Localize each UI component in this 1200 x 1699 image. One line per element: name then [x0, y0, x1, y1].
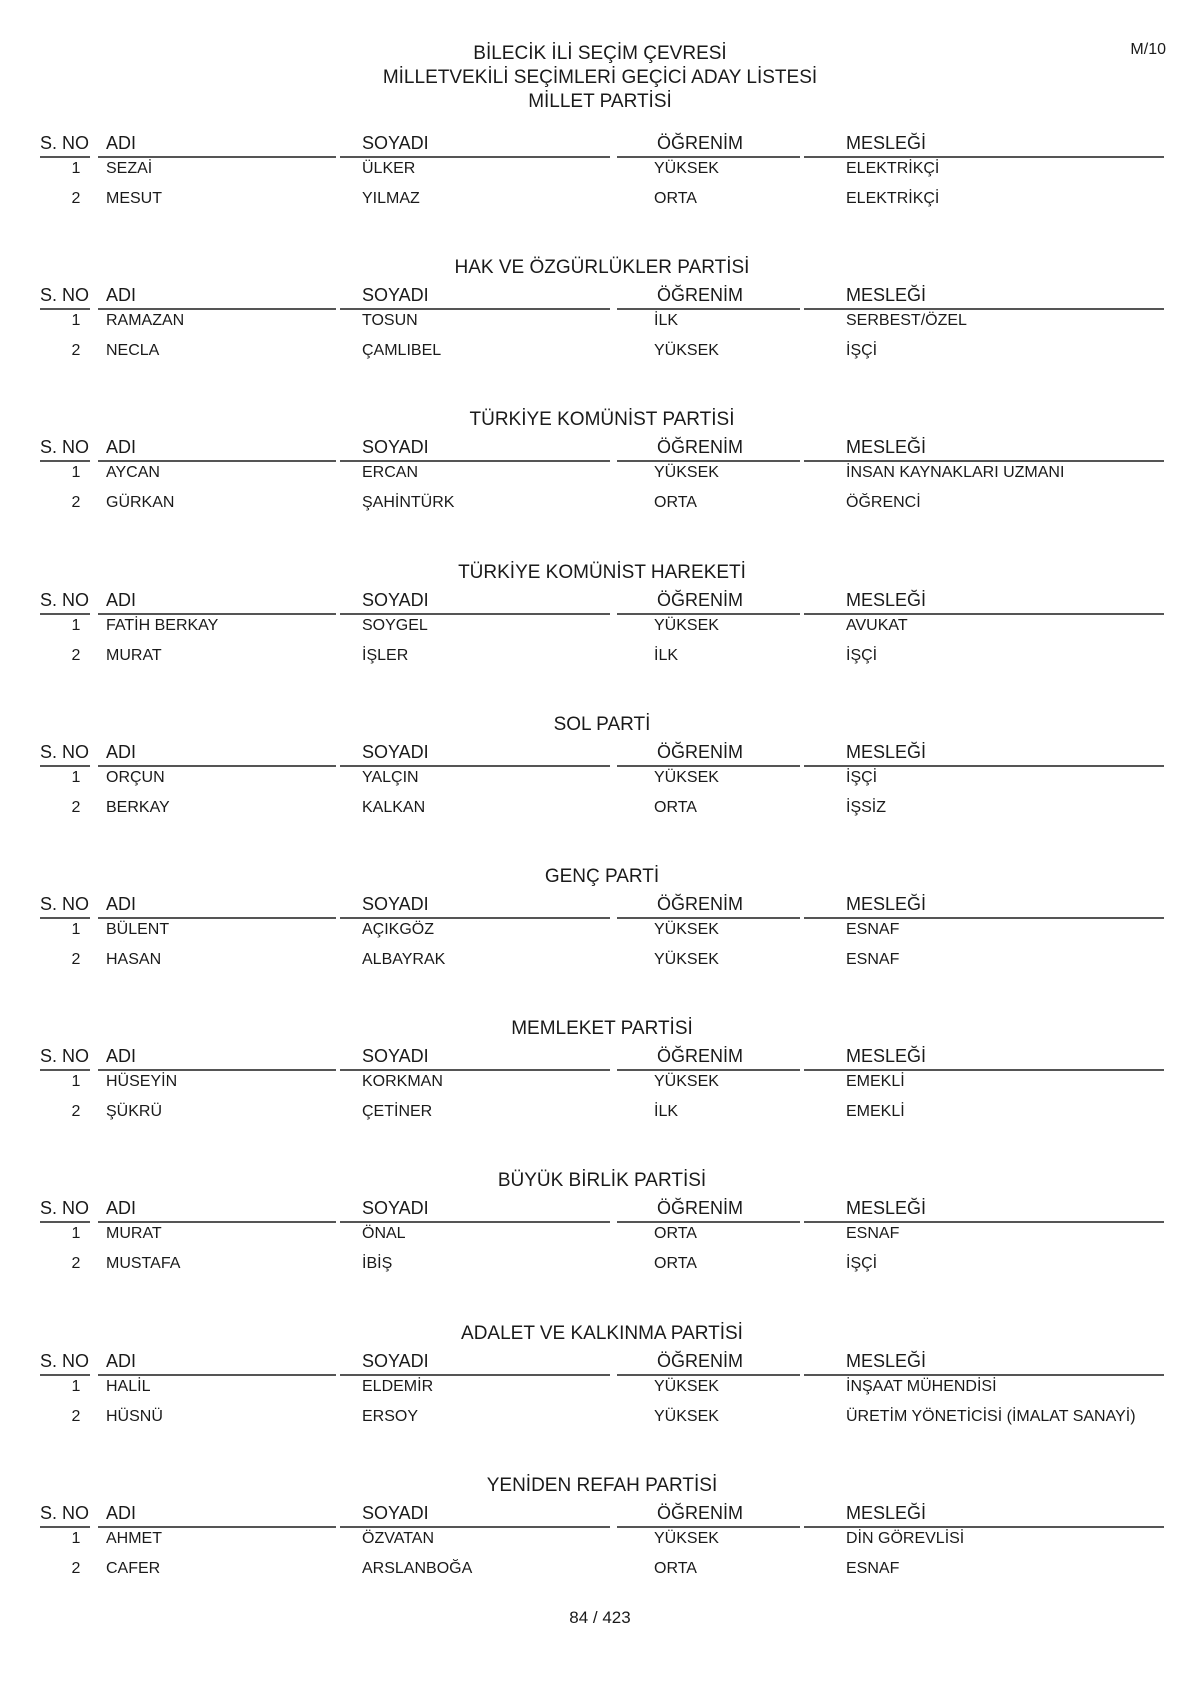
- cell-no: 2: [71, 798, 81, 816]
- party-section: [40, 1018, 1164, 1183]
- header-soyadi: SOYADI: [362, 133, 429, 153]
- table-header: [40, 1350, 1164, 1372]
- table-row: [40, 1558, 1164, 1580]
- party-title: SOL PARTİ: [553, 713, 651, 735]
- cell-adi: CAFER: [106, 1559, 161, 1577]
- table-row: [40, 1376, 1164, 1398]
- cell-soyadi: İŞLER: [362, 646, 409, 664]
- cell-ogrenim: ORTA: [654, 1255, 697, 1273]
- cell-soyadi: İBİŞ: [362, 1255, 393, 1273]
- cell-soyadi: ALBAYRAK: [362, 950, 446, 968]
- header-meslegi: MESLEĞİ: [846, 1198, 927, 1219]
- cell-ogrenim: İLK: [654, 312, 679, 330]
- cell-ogrenim: YÜKSEK: [654, 950, 719, 968]
- party-title: TÜRKİYE KOMÜNİST PARTİSİ: [469, 409, 735, 431]
- cell-no: 1: [71, 920, 81, 938]
- cell-soyadi: ÜLKER: [362, 160, 416, 177]
- cell-adi: MESUT: [106, 190, 162, 207]
- cell-no: 2: [71, 1559, 81, 1577]
- cell-meslegi: DİN GÖREVLİSİ: [846, 1529, 965, 1547]
- header-meslegi: MESLEĞİ: [846, 893, 927, 914]
- cell-soyadi: ERSOY: [362, 1407, 419, 1425]
- cell-ogrenim: ORTA: [654, 1225, 697, 1243]
- cell-no: 2: [71, 1103, 81, 1121]
- table-row: [40, 492, 1164, 514]
- header-soyadi: SOYADI: [362, 1046, 429, 1067]
- cell-no: 1: [71, 312, 81, 330]
- table-row: [40, 462, 1164, 484]
- header-sno: S. NO: [40, 285, 90, 306]
- header-ogrenim: ÖĞRENİM: [657, 1198, 744, 1219]
- cell-adi: HÜSEYİN: [106, 1073, 178, 1091]
- cell-soyadi: ÖNAL: [362, 1225, 406, 1243]
- cell-adi: MURAT: [106, 1225, 162, 1243]
- header-sno: S. NO: [40, 1198, 90, 1219]
- cell-meslegi: EMEKLİ: [846, 1103, 905, 1121]
- cell-ogrenim: YÜKSEK: [654, 1407, 719, 1425]
- document-title: [0, 42, 1200, 114]
- cell-soyadi: YALÇIN: [362, 768, 419, 786]
- page-code: M/10: [1130, 41, 1166, 58]
- table-header: [40, 1197, 1164, 1219]
- header-meslegi: MESLEĞİ: [846, 741, 927, 762]
- cell-adi: HASAN: [106, 950, 162, 968]
- party-title: MİLLET PARTİSİ: [528, 91, 672, 112]
- title-line-list: MİLLETVEKİLİ SEÇİMLERİ GEÇİCİ ADAY LİSTESİ: [382, 67, 818, 88]
- cell-adi: MURAT: [106, 646, 162, 664]
- party-title: MEMLEKET PARTİSİ: [511, 1018, 693, 1040]
- header-soyadi: SOYADI: [362, 437, 429, 458]
- cell-soyadi: ARSLANBOĞA: [362, 1559, 473, 1577]
- table-row: [40, 310, 1164, 332]
- cell-ogrenim: YÜKSEK: [654, 1073, 719, 1091]
- cell-adi: GÜRKAN: [106, 494, 175, 512]
- cell-no: 1: [71, 1073, 81, 1091]
- cell-meslegi: ELEKTRİKÇİ: [846, 190, 940, 207]
- cell-no: 2: [71, 950, 81, 968]
- party-title: HAK VE ÖZGÜRLÜKLER PARTİSİ: [454, 257, 750, 279]
- table-row: [40, 1071, 1164, 1093]
- cell-adi: AHMET: [106, 1529, 162, 1547]
- header-adi: ADI: [106, 1046, 137, 1067]
- cell-no: 2: [71, 342, 81, 360]
- cell-ogrenim: YÜKSEK: [654, 464, 719, 482]
- cell-adi: HALİL: [106, 1377, 151, 1395]
- cell-ogrenim: ORTA: [654, 494, 697, 512]
- cell-no: 2: [71, 1255, 81, 1273]
- cell-soyadi: AÇIKGÖZ: [362, 920, 435, 938]
- header-soyadi: SOYADI: [362, 1350, 429, 1371]
- cell-meslegi: EMEKLİ: [846, 1073, 905, 1091]
- cell-no: 2: [71, 1407, 81, 1425]
- cell-adi: MUSTAFA: [106, 1255, 181, 1273]
- table-row: [40, 1253, 1164, 1275]
- cell-no: 1: [71, 1377, 81, 1395]
- cell-no: 1: [71, 1225, 81, 1243]
- cell-adi: RAMAZAN: [106, 312, 185, 330]
- party-title: GENÇ PARTİ: [544, 865, 660, 887]
- party-section: [40, 865, 1164, 1031]
- party-section: [40, 409, 1164, 574]
- header-adi: ADI: [106, 1350, 137, 1371]
- cell-meslegi: SERBEST/ÖZEL: [846, 312, 967, 330]
- cell-meslegi: İŞÇİ: [846, 646, 878, 664]
- header-sno: S. NO: [40, 589, 90, 610]
- cell-adi: NECLA: [106, 342, 160, 360]
- cell-ogrenim: YÜKSEK: [654, 616, 719, 634]
- party-title: ADALET VE KALKINMA PARTİSİ: [461, 1322, 743, 1344]
- cell-ogrenim: ORTA: [654, 190, 697, 207]
- cell-adi: HÜSNÜ: [106, 1407, 163, 1425]
- header-soyadi: SOYADI: [362, 1502, 429, 1523]
- cell-meslegi: ESNAF: [846, 950, 900, 968]
- header-adi: ADI: [106, 741, 137, 762]
- party-section: [40, 713, 1164, 879]
- header-meslegi: MESLEĞİ: [846, 285, 927, 306]
- table-row: [40, 158, 1164, 180]
- header-adi: ADI: [106, 437, 137, 458]
- header-ogrenim: ÖĞRENİM: [657, 133, 744, 153]
- table-row: [40, 949, 1164, 971]
- cell-meslegi: İŞÇİ: [846, 342, 878, 360]
- cell-soyadi: KORKMAN: [362, 1073, 443, 1091]
- party-title: BÜYÜK BİRLİK PARTİSİ: [497, 1170, 707, 1192]
- cell-adi: ORÇUN: [106, 768, 165, 786]
- party-sections: [40, 118, 1164, 1640]
- cell-ogrenim: İLK: [654, 646, 679, 664]
- header-ogrenim: ÖĞRENİM: [657, 589, 744, 610]
- header-meslegi: MESLEĞİ: [846, 133, 927, 153]
- header-adi: ADI: [106, 589, 137, 610]
- table-header: [40, 436, 1164, 458]
- table-header: [40, 589, 1164, 611]
- cell-no: 1: [71, 1529, 81, 1547]
- table-row: [40, 340, 1164, 362]
- header-meslegi: MESLEĞİ: [846, 1502, 927, 1523]
- header-sno: S. NO: [40, 893, 90, 914]
- party-section: [40, 1322, 1164, 1488]
- header-adi: ADI: [106, 133, 137, 153]
- page-number: 84 / 423: [569, 1608, 631, 1627]
- cell-no: 1: [71, 768, 81, 786]
- header-sno: S. NO: [40, 133, 90, 153]
- header-meslegi: MESLEĞİ: [846, 1046, 927, 1067]
- cell-meslegi: İŞSİZ: [846, 798, 887, 816]
- header-ogrenim: ÖĞRENİM: [657, 1502, 744, 1523]
- party-title: YENİDEN REFAH PARTİSİ: [486, 1474, 718, 1496]
- cell-adi: FATİH BERKAY: [106, 616, 219, 634]
- cell-ogrenim: YÜKSEK: [654, 1377, 719, 1395]
- header-sno: S. NO: [40, 741, 90, 762]
- cell-meslegi: İŞÇİ: [846, 768, 878, 786]
- cell-soyadi: ŞAHİNTÜRK: [362, 494, 455, 512]
- cell-ogrenim: YÜKSEK: [654, 342, 719, 360]
- cell-meslegi: ESNAF: [846, 1559, 900, 1577]
- header-ogrenim: ÖĞRENİM: [657, 437, 744, 458]
- cell-adi: BERKAY: [106, 798, 170, 816]
- cell-adi: SEZAİ: [106, 160, 153, 177]
- cell-soyadi: YILMAZ: [362, 190, 420, 207]
- party-section: [40, 1170, 1164, 1335]
- header-soyadi: SOYADI: [362, 589, 429, 610]
- table-row: [40, 919, 1164, 941]
- cell-soyadi: ÇETİNER: [362, 1103, 433, 1121]
- table-row: [40, 1528, 1164, 1550]
- cell-no: 1: [71, 160, 81, 177]
- cell-meslegi: İNŞAAT MÜHENDİSİ: [846, 1377, 997, 1395]
- cell-meslegi: ÜRETİM YÖNETİCİSİ (İMALAT SANAYİ): [846, 1407, 1136, 1425]
- header-ogrenim: ÖĞRENİM: [657, 285, 744, 306]
- cell-soyadi: ERCAN: [362, 464, 419, 482]
- party-title: TÜRKİYE KOMÜNİST HAREKETİ: [458, 561, 746, 583]
- header-ogrenim: ÖĞRENİM: [657, 1350, 744, 1371]
- cell-no: 1: [71, 464, 81, 482]
- cell-meslegi: ÖĞRENCİ: [846, 494, 921, 512]
- cell-adi: ŞÜKRÜ: [106, 1103, 163, 1121]
- table-row: [40, 767, 1164, 789]
- table-row: [40, 1101, 1164, 1123]
- header-sno: S. NO: [40, 1502, 90, 1523]
- cell-meslegi: İNSAN KAYNAKLARI UZMANI: [846, 464, 1065, 482]
- table-header: [40, 284, 1164, 306]
- table-header: [40, 893, 1164, 915]
- cell-meslegi: ELEKTRİKÇİ: [846, 160, 940, 177]
- table-header: [40, 132, 1164, 154]
- cell-no: 2: [71, 646, 81, 664]
- title-line-province: BİLECİK İLİ SEÇİM ÇEVRESİ: [473, 43, 727, 64]
- header-adi: ADI: [106, 285, 137, 306]
- party-section: [40, 257, 1164, 422]
- header-sno: S. NO: [40, 1046, 90, 1067]
- cell-meslegi: İŞÇİ: [846, 1255, 878, 1273]
- header-adi: ADI: [106, 1198, 137, 1219]
- header-meslegi: MESLEĞİ: [846, 589, 927, 610]
- header-ogrenim: ÖĞRENİM: [657, 893, 744, 914]
- table-row: [40, 797, 1164, 819]
- header-adi: ADI: [106, 893, 137, 914]
- cell-no: 2: [71, 190, 81, 207]
- cell-adi: BÜLENT: [106, 920, 170, 938]
- cell-meslegi: AVUKAT: [846, 616, 908, 634]
- cell-ogrenim: YÜKSEK: [654, 160, 719, 177]
- header-meslegi: MESLEĞİ: [846, 437, 927, 458]
- table-header: [40, 1045, 1164, 1067]
- cell-soyadi: SOYGEL: [362, 616, 428, 634]
- party-section: [40, 561, 1164, 727]
- cell-meslegi: ESNAF: [846, 920, 900, 938]
- cell-ogrenim: ORTA: [654, 798, 697, 816]
- header-ogrenim: ÖĞRENİM: [657, 741, 744, 762]
- table-header: [40, 741, 1164, 763]
- cell-no: 2: [71, 494, 81, 512]
- header-soyadi: SOYADI: [362, 285, 429, 306]
- cell-no: 1: [71, 616, 81, 634]
- header-meslegi: MESLEĞİ: [846, 1350, 927, 1371]
- cell-soyadi: TOSUN: [362, 312, 418, 330]
- cell-soyadi: KALKAN: [362, 798, 426, 816]
- header-adi: ADI: [106, 1502, 137, 1523]
- table-row: [40, 645, 1164, 667]
- cell-soyadi: ELDEMİR: [362, 1377, 434, 1395]
- cell-adi: AYCAN: [106, 464, 160, 482]
- cell-ogrenim: YÜKSEK: [654, 1529, 719, 1547]
- party-section: [40, 118, 1164, 270]
- table-row: [40, 1406, 1164, 1428]
- cell-soyadi: ÖZVATAN: [362, 1529, 434, 1547]
- header-soyadi: SOYADI: [362, 893, 429, 914]
- cell-ogrenim: YÜKSEK: [654, 920, 719, 938]
- table-row: [40, 1223, 1164, 1245]
- header-soyadi: SOYADI: [362, 741, 429, 762]
- header-sno: S. NO: [40, 437, 90, 458]
- table-row: [40, 188, 1164, 210]
- cell-meslegi: ESNAF: [846, 1225, 900, 1243]
- cell-soyadi: ÇAMLIBEL: [362, 342, 442, 360]
- cell-ogrenim: İLK: [654, 1103, 679, 1121]
- table-row: [40, 615, 1164, 637]
- cell-ogrenim: ORTA: [654, 1559, 697, 1577]
- header-ogrenim: ÖĞRENİM: [657, 1046, 744, 1067]
- header-soyadi: SOYADI: [362, 1198, 429, 1219]
- header-sno: S. NO: [40, 1350, 90, 1371]
- cell-ogrenim: YÜKSEK: [654, 768, 719, 786]
- table-header: [40, 1502, 1164, 1524]
